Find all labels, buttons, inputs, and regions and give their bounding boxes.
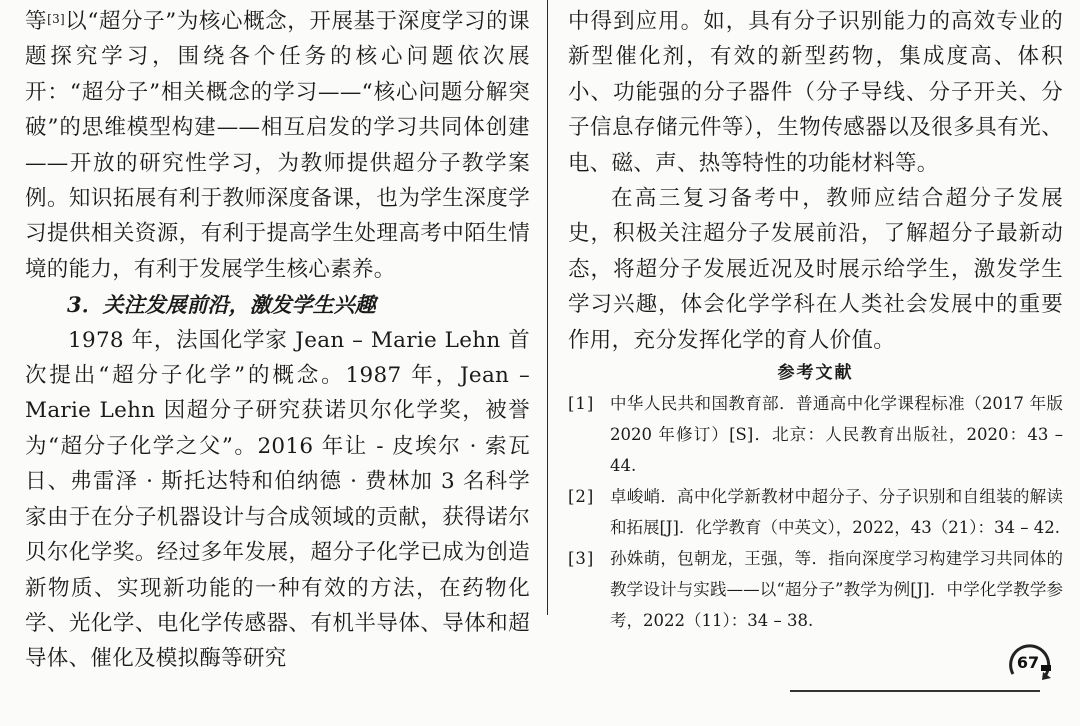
- reference-number: [2]: [568, 487, 595, 507]
- page-number: 67: [1016, 653, 1040, 672]
- references-title: 参考文献: [777, 363, 854, 384]
- left-paragraph-2: 1978 年，法国化学家 Jean – Marie Lehn 首次提出“超分子化学”的概念。1987 年，Jean – Marie Lehn 因超分子研究获诺贝尔化学奖，被誉为“超分子化学之父”。2016 年让 - 皮埃尔 · 索瓦日、弗雷泽 · 斯托达特和伯纳德 · 费林加 3 名科学家由于在分子机器设计与合成领域的贡献，获得诺尔贝尔化学奖。经过多年发展，超分子化学已成为创造新物质、实现新功能的一种有效的方法，在药物化学、光化学、电化学传感器、有机半导体、导体和超导体、催化及模拟酶等研究: [25, 327, 530, 672]
- page-number-badge: [1005, 638, 1055, 688]
- reference-text: 中华人民共和国教育部．普通高中化学课程标准（2017 年版 2020 年修订）[S]．北京：人民教育出版社，2020：43 – 44.: [610, 394, 1063, 476]
- right-paragraph-1: 中得到应用。如，具有分子识别能力的高效专业的新型催化剂，有效的新型药物，集成度高、体积小、功能强的分子器件（分子导线、分子开关、分子信息存储元件等），生物传感器以及很多具有光、电、磁、声、热等特性的功能材料等。: [568, 9, 1063, 176]
- citation-superscript: [3]: [47, 12, 65, 26]
- column-divider: [547, 0, 548, 615]
- right-paragraph-2: 在高三复习备考中，教师应结合超分子发展史，积极关注超分子发展前沿，了解超分子最新动态，将超分子发展近况及时展示给学生，激发学生学习兴趣，体会化学学科在人类社会发展中的重要作用，充分发挥化学的育人价值。: [568, 186, 1063, 353]
- reference-number: [1]: [568, 394, 595, 414]
- reference-item: [568, 388, 1063, 481]
- reference-list: [568, 388, 1063, 636]
- reference-number: [3]: [568, 549, 595, 569]
- reference-item: [568, 481, 1063, 543]
- left-paragraph-1: [25, 4, 530, 287]
- reference-item: [568, 543, 1063, 636]
- footer-rule: [790, 690, 1040, 692]
- right-column: [568, 4, 1063, 636]
- section-heading: 3．关注发展前沿，激发学生兴趣: [67, 292, 376, 318]
- reference-text: 卓峻峭．高中化学新教材中超分子、分子识别和自组装的解读和拓展[J]．化学教育（中英文），2022，43（21）：34 – 42.: [610, 487, 1063, 538]
- left-column: [25, 4, 530, 677]
- para-start: 等: [25, 9, 48, 34]
- para-text: 以“超分子”为核心概念，开展基于深度学习的课题探究学习，围绕各个任务的核心问题依次展开：“超分子”相关概念的学习——“核心问题分解突破”的思维模型构建——相互启发的学习共同体创建——开放的研究性学习，为教师提供超分子教学案例。知识拓展有利于教师深度备课，也为学生深度学习提供相关资源，有利于提高学生处理高考中陌生情境的能力，有利于发展学生核心素养。: [25, 9, 530, 282]
- reference-text: 孙姝萌，包朝龙，王强，等．指向深度学习构建学习共同体的教学设计与实践——以“超分子”教学为例[J]．中学化学教学参考，2022（11）：34 – 38.: [610, 549, 1063, 631]
